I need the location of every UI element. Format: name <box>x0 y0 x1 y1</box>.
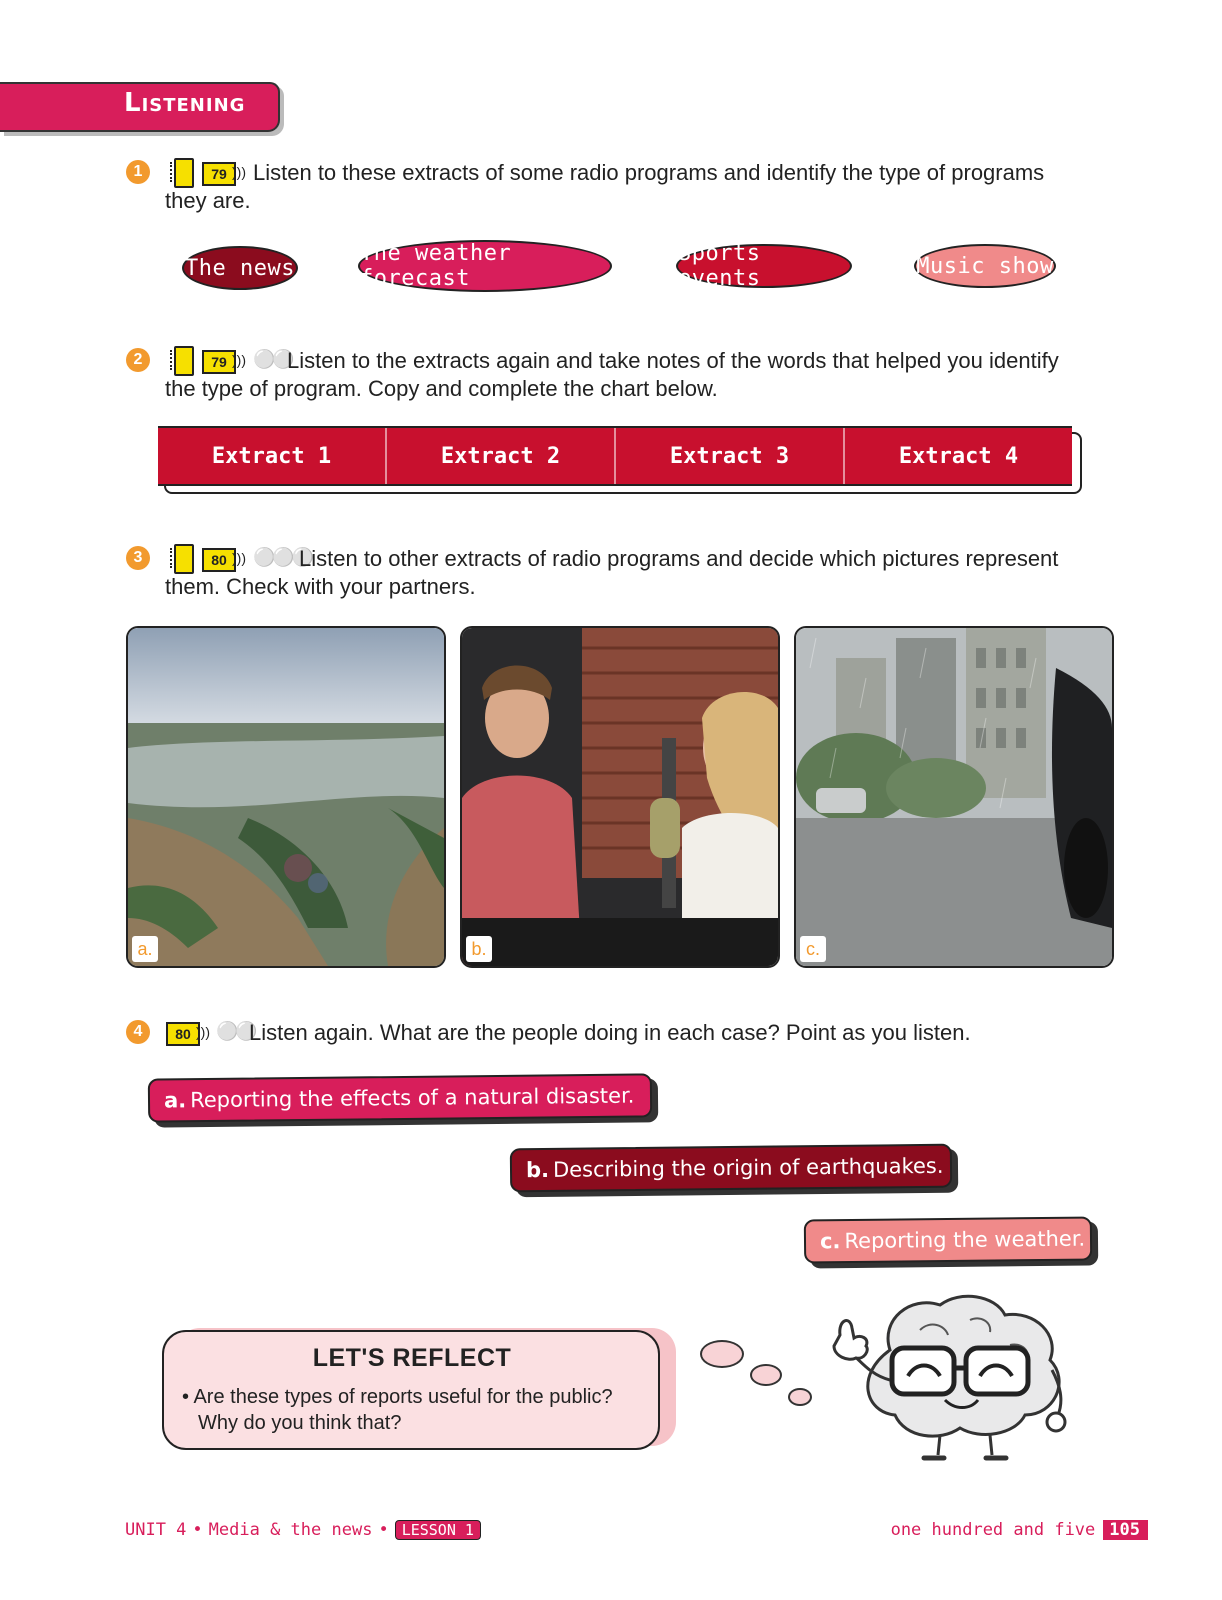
activity-number: 3 <box>126 546 150 570</box>
footer-bullet: • <box>192 1520 203 1540</box>
answer-strip-c <box>804 1216 1092 1263</box>
reflect-question-line: • Are these types of reports useful for the public? <box>182 1386 613 1408</box>
audio-track-badge[interactable]: 79 <box>202 350 236 374</box>
answer-strip-a <box>148 1073 652 1122</box>
chart-header-cell: Extract 4 <box>898 443 1019 469</box>
footer-lesson: LESSON 1 <box>395 1520 481 1540</box>
thought-bubble <box>750 1364 782 1386</box>
pair-work-icon: ⚪⚪ <box>216 1021 255 1041</box>
audio-icon: ))) <box>232 352 246 368</box>
brain-mascot-icon <box>820 1290 1080 1465</box>
answer-text: Reporting the weather. <box>844 1226 1086 1254</box>
picture-a-flood <box>126 626 446 968</box>
answer-text: Reporting the effects of a natural disaster. <box>190 1083 635 1113</box>
answer-letter: c. <box>819 1229 841 1254</box>
footer-unit-info <box>125 1520 481 1540</box>
answer-letter: b. <box>525 1157 550 1183</box>
picture-label: a. <box>132 936 158 962</box>
audio-track-badge[interactable]: 80 <box>166 1022 200 1046</box>
footer-page-number: 105 <box>1103 1520 1148 1540</box>
section-title: Listening <box>124 88 246 118</box>
reflect-question-line: Why do you think that? <box>198 1412 402 1434</box>
audio-icon: ))) <box>232 550 246 566</box>
activity-instruction: Listen to other extracts of radio programs and decide which pictures represent them. Check with your partners. <box>165 546 1059 599</box>
activity-instruction: Listen to these extracts of some radio programs and identify the type of programs they are. <box>165 160 1045 213</box>
picture-b-studio <box>460 626 780 968</box>
audio-icon: ))) <box>232 164 246 180</box>
activity-instruction: Listen again. What are the people doing in each case? Point as you listen. <box>249 1020 971 1045</box>
picture-label: c. <box>800 936 826 962</box>
program-type-sports: Sports events <box>676 244 852 288</box>
chart-header-cell: Extract 1 <box>158 428 387 484</box>
reflect-question <box>182 1384 613 1436</box>
program-type-music: Music show <box>914 244 1056 288</box>
footer-page-info <box>891 1520 1148 1540</box>
thought-bubble <box>700 1340 744 1368</box>
footer-topic: Media & the news <box>208 1520 373 1540</box>
rain-image <box>796 628 1112 966</box>
studio-image <box>462 628 778 966</box>
pair-work-icon: ⚪⚪ <box>253 349 292 369</box>
footer-page-words: one hundred and five <box>890 1520 1096 1540</box>
program-type-weather: The weather forecast <box>358 240 612 292</box>
answer-text: Describing the origin of earthquakes. <box>552 1153 944 1182</box>
chart-header-cell: Extract 3 <box>616 428 845 484</box>
program-type-news: The news <box>182 246 298 290</box>
flood-image <box>128 628 444 966</box>
audio-icon: ))) <box>196 1024 210 1040</box>
extract-chart <box>158 426 1072 486</box>
audio-track-badge[interactable]: 80 <box>202 548 236 572</box>
answer-letter: a. <box>163 1088 187 1113</box>
footer-unit: UNIT 4 <box>125 1520 187 1540</box>
activity-number: 2 <box>126 348 150 372</box>
activity-number: 4 <box>126 1020 150 1044</box>
footer-bullet: • <box>378 1520 389 1540</box>
activity-instruction: Listen to the extracts again and take notes of the words that helped you identify the type of program. Copy and complete the chart below. <box>165 348 1059 401</box>
picture-label: b. <box>466 936 492 962</box>
reflect-title: LET'S REFLECT <box>312 1344 512 1372</box>
group-work-icon: ⚪⚪⚪ <box>253 547 312 567</box>
answer-strip-b <box>510 1144 952 1193</box>
thought-bubble <box>788 1388 812 1406</box>
chart-header-cell: Extract 2 <box>387 428 616 484</box>
activity-number: 1 <box>126 160 150 184</box>
audio-track-badge[interactable]: 79 <box>202 162 236 186</box>
picture-c-rain <box>794 626 1114 968</box>
